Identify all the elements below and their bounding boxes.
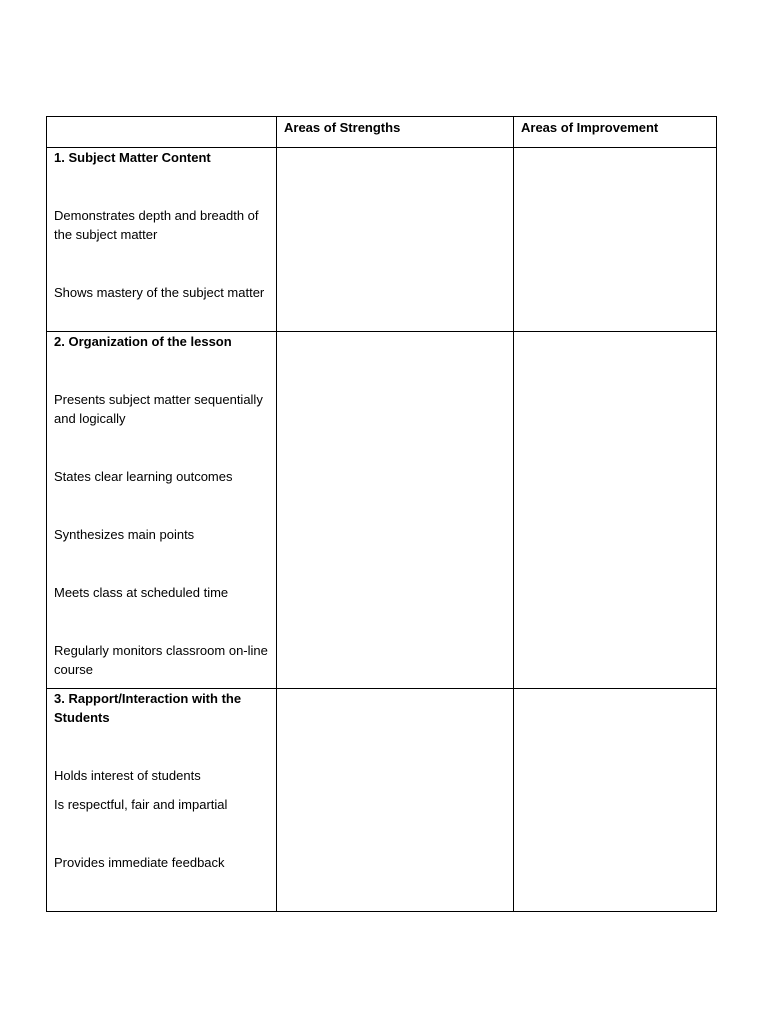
evaluation-table [46, 116, 717, 912]
header-criteria-cell [47, 117, 277, 148]
header-strengths-label: Areas of Strengths [284, 120, 401, 135]
table-row-subject-matter [47, 148, 717, 332]
criterion-item: Meets class at scheduled time [54, 585, 229, 600]
table-row-rapport [47, 689, 717, 912]
criterion-item: Is respectful, fair and impartial [54, 797, 228, 812]
criterion-item: Presents subject matter sequentially and logically [54, 392, 263, 426]
strengths-cell[interactable] [277, 689, 514, 912]
criteria-cell [47, 148, 277, 332]
criterion-item: Provides immediate feedback [54, 855, 225, 870]
section-title: 3. Rapport/Interaction with the Students [54, 691, 242, 725]
table-row-organization [47, 332, 717, 689]
table-header-row [47, 117, 717, 148]
strengths-cell[interactable] [277, 148, 514, 332]
improvement-cell[interactable] [514, 689, 717, 912]
improvement-cell[interactable] [514, 148, 717, 332]
header-improvement-cell [514, 117, 717, 148]
section-title: 2. Organization of the lesson [54, 334, 232, 349]
strengths-cell[interactable] [277, 332, 514, 689]
criterion-item: Shows mastery of the subject matter [54, 285, 265, 300]
criterion-item: Demonstrates depth and breadth of the subject matter [54, 208, 259, 242]
improvement-cell[interactable] [514, 332, 717, 689]
header-criteria-label [47, 117, 276, 118]
section-title: 1. Subject Matter Content [54, 150, 211, 165]
criteria-cell [47, 332, 277, 689]
criterion-item: States clear learning outcomes [54, 469, 233, 484]
criterion-item: Regularly monitors classroom on-line course [54, 643, 268, 677]
criteria-cell [47, 689, 277, 912]
header-improvement-label: Areas of Improvement [521, 120, 659, 135]
criterion-item: Synthesizes main points [54, 527, 195, 542]
criterion-item: Holds interest of students [54, 768, 201, 783]
header-strengths-cell [277, 117, 514, 148]
